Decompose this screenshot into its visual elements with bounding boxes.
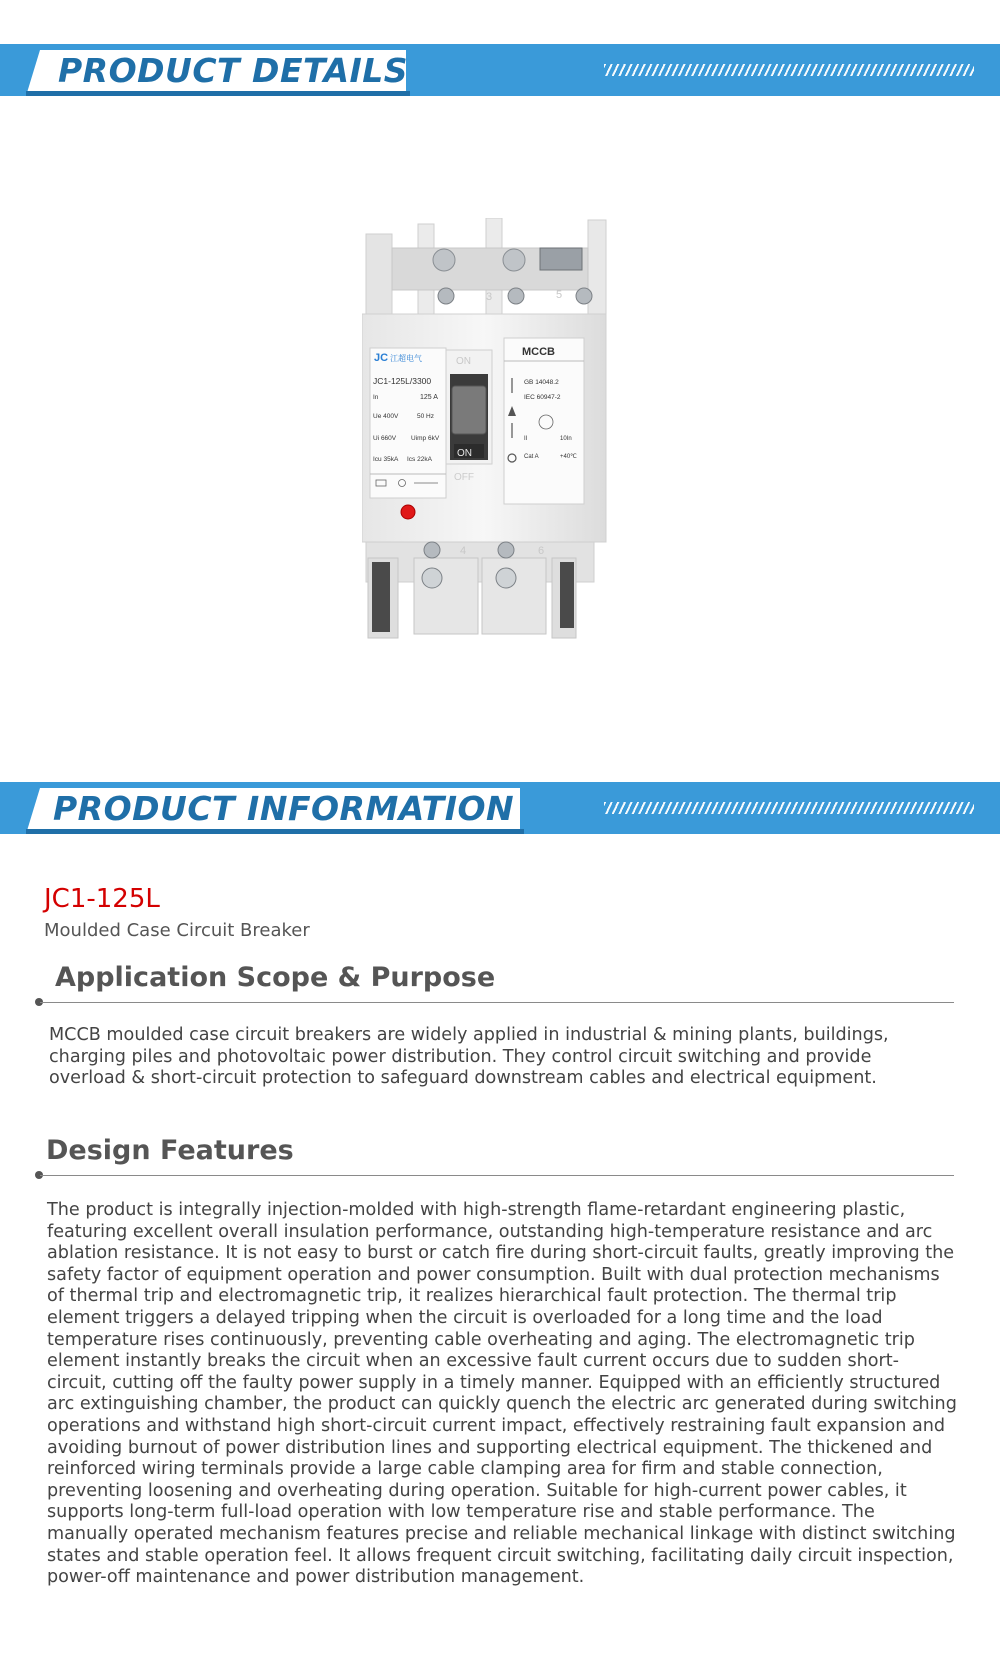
banner-tab-underline [26, 829, 524, 834]
product-name: Moulded Case Circuit Breaker [44, 920, 310, 941]
terminal-number-3: 3 [486, 291, 493, 303]
brand-name: 江超电气 [390, 354, 422, 363]
right-mccb-label [504, 338, 584, 504]
design-text: The product is integrally injection-molded with high-strength flame-retardant engineering plastic, featuring excellent overall insulation performance, outstanding high-temperature resistance and arc ablation resistance. It is not easy to burst or catch fire during short-circuit faults, greatly improving the safety factor of equipment operation and power consumption. Built with dual protection mechanisms of thermal trip and electromagnetic trip, it realizes hierarchical fault protection. The thermal trip element triggers a delayed tripping when the circuit is overloaded for a long time and the load temperature rises continuously, preventing cable overheating and aging. The electromagnetic trip element instantly breaks the circuit when an excessive fault current occurs due to sudden short-circuit, cutting off the faulty power supply in a timely manner. Equipped with an efficiently structured arc extinguishing chamber, the product can quickly quench the electric arc generated during switching operations and withstand high short-circuit current impact, effectively restraining fault expansion and avoiding burnout of power distribution lines and supporting electrical equipment. The thickened and reinforced wiring terminals provide a large cable clamping area for firm and stable connection, preventing loosening and overheating during operation. Suitable for high-current power cables, it supports long-term full-load operation with low temperature rise and stable performance. The manually operated mechanism features precise and reliable mechanical linkage with distinct switching states and stable operation feel. It allows frequent circuit switching, facilitating daily circuit inspection, power-off maintenance and power distribution management. [47, 1200, 957, 1588]
label-ii: II [524, 436, 528, 442]
section-divider [40, 1175, 954, 1176]
left-rating-label [370, 348, 446, 498]
mccb-title: MCCB [522, 346, 555, 358]
design-heading: Design Features [46, 1135, 294, 1166]
label-temp: +40℃ [560, 454, 577, 460]
terminal-number-6: 6 [538, 545, 545, 557]
label-model: JC1-125L/3300 [373, 376, 432, 386]
product-information-title: PRODUCT INFORMATION [53, 789, 515, 828]
toggle-on-label: ON [457, 448, 472, 459]
label-freq: 50 Hz [417, 413, 434, 420]
banner-tab-underline [26, 91, 410, 96]
label-cat: Cat A [524, 454, 539, 460]
trip-indicator-icon [401, 505, 415, 519]
label-ii-value: 10In [560, 436, 572, 442]
toggle-handle [446, 350, 492, 483]
brand-logo: JC [374, 352, 389, 364]
product-details-banner [0, 44, 1000, 96]
label-ue: Ue 400V [373, 413, 399, 420]
label-uimp: Uimp 6kV [411, 435, 440, 442]
product-information-banner [0, 782, 1000, 834]
label-ui: Ui 660V [373, 435, 397, 442]
standard-gb: GB 14048.2 [524, 379, 559, 386]
section-divider [40, 1002, 954, 1003]
toggle-on-top-label: ON [456, 356, 471, 367]
banner-hatch-decoration [604, 802, 974, 814]
product-model: JC1-125L [44, 884, 160, 914]
application-text: MCCB moulded case circuit breakers are widely applied in industrial & mining plants, buildings, charging piles and photovoltaic power distribution. They control circuit switching and provide overload & short-circuit protection to safeguard downstream cables and electrical equipment. [49, 1025, 889, 1089]
circuit-breaker-photo [362, 218, 624, 644]
label-in: In [373, 394, 379, 401]
toggle-off-label: OFF [454, 472, 474, 483]
application-heading: Application Scope & Purpose [55, 962, 496, 993]
bottom-terminals [366, 542, 594, 638]
terminal-number-4: 4 [460, 545, 467, 557]
label-ics: Ics 22kA [407, 456, 432, 463]
terminal-number-5: 5 [556, 289, 563, 301]
label-in-value: 125 A [420, 394, 438, 401]
standard-iec: IEC 60947-2 [524, 394, 561, 401]
product-details-title: PRODUCT DETAILS [58, 51, 409, 90]
banner-hatch-decoration [604, 64, 974, 76]
label-icu: Icu 35kA [373, 456, 399, 463]
